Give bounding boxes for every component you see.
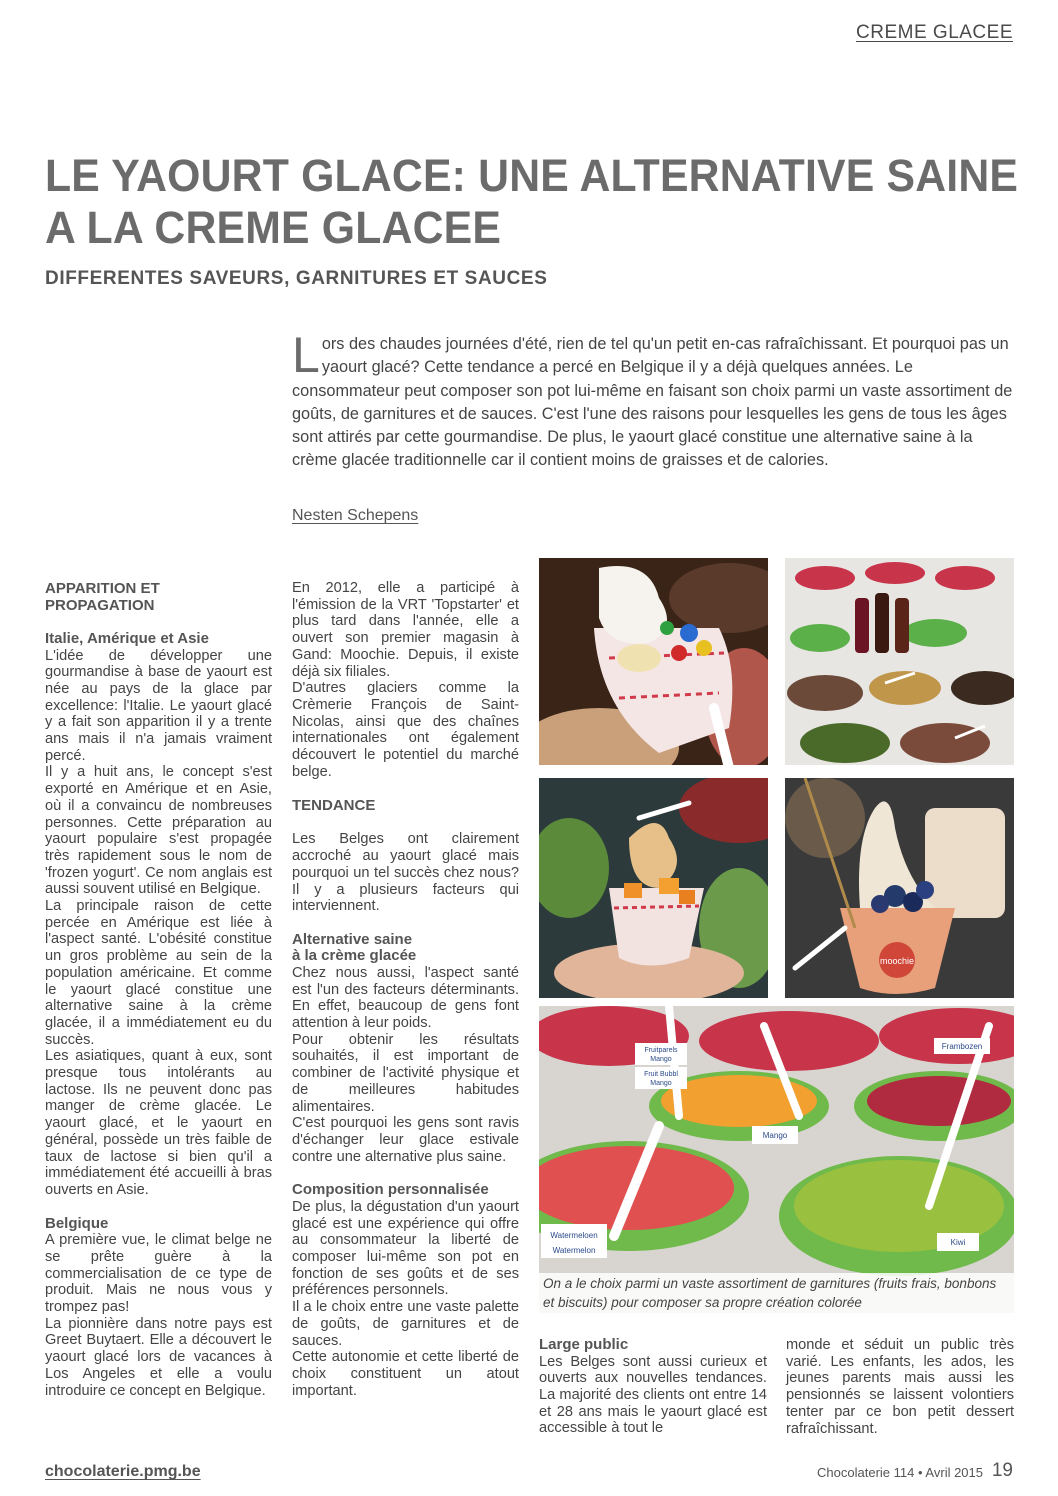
text-column-3 — [539, 1337, 767, 1437]
photo-toppings-bar-image — [785, 558, 1014, 765]
intro-text: ors des chaudes journées d'été, rien de tel qu'un petit en-cas rafraîchissant. Et pourquoi pas un yaourt glacé? Cette tendance a percé en Belgique il y a déjà quelques années. Le consommateur peut composer son pot lui-même en faisant son choix parmi un vaste assortiment de goûts, de garnitures et de sauces. C'est l'une des raisons pour lesquelles les gens de tous les âges sont attirés par cette gourmandise. De plus, le yaourt glacé constitue une alternative saine à la crème glacée traditionnelle car il contient moins de graisses et de calories. — [292, 335, 1013, 470]
moochie-logo-text: moochie — [879, 956, 915, 966]
label-watermelon: Watermelon — [552, 1246, 596, 1255]
photo-toppings-bar — [785, 558, 1014, 765]
intro-dropcap: L — [292, 327, 320, 383]
photo-fruit-bowls — [539, 1006, 1014, 1313]
label-kiwi: Kiwi — [950, 1238, 966, 1247]
page-number: 19 — [991, 1460, 1013, 1481]
paragraph: Les Belges ont clairement accroché au yaourt glacé mais pourquoi un tel succès chez nous? Il y a plusieurs facteurs qui interviennent. — [292, 831, 519, 915]
subheading-line: Alternative saine — [292, 930, 413, 948]
label-fruitbubble: Fruit Bubbl — [644, 1071, 678, 1078]
label-fruitbubble-mango: Mango — [650, 1080, 672, 1087]
photo-caption: On a le choix parmi un vaste assortiment de garnitures (fruits frais, bonbons et biscuits) pour composer sa propre création colorée — [539, 1273, 1014, 1313]
paragraph: La principale raison de cette percée en Amérique est liée à l'aspect santé. L'obésité constitue un gros problème au sein de la population américaine. Et comme le yaourt glacé constitue une alternative saine à la crème glacée, il a immédiatement eu du succès. — [45, 898, 272, 1048]
paragraph: monde et séduit un public très varié. Les enfants, les ados, les jeunes parents mais aussi les pensionnés se laissent volontiers tenter par ce bon petit dessert rafraîchissant. — [786, 1337, 1014, 1437]
article-title-line-1: LE YAOURT GLACE: UNE ALTERNATIVE SAINE — [45, 150, 1019, 201]
photo-yogurt-blueberries — [785, 778, 1014, 998]
article-subtitle: DIFFERENTES SAVEURS, GARNITURES ET SAUCES — [45, 268, 548, 289]
paragraph: En 2012, elle a participé à l'émission de la VRT 'Topstarter' et plus tard dans l'année, elle a ouvert son premier magasin à Gand: Moochie. Depuis, il existe déjà six filiales. — [292, 580, 519, 680]
subheading-belgique: Belgique — [45, 1214, 109, 1232]
paragraph: C'est pourquoi les gens sont ravis d'échanger leur glace estivale contre une alternative plus saine. — [292, 1115, 519, 1165]
label-watermeloen: Watermeloen — [550, 1231, 598, 1240]
photo-yogurt-mango — [539, 778, 768, 998]
section-label: CREME GLACEE — [856, 22, 1013, 43]
text-column-2 — [292, 580, 519, 1399]
label-frambozen: Frambozen — [941, 1042, 983, 1051]
label-fruitparels-mango: Mango — [650, 1056, 672, 1063]
subheading-large-public: Large public — [539, 1336, 629, 1353]
author-byline: Nesten Schepens — [292, 507, 419, 524]
text-column-1 — [45, 580, 272, 1399]
footer-issue: Chocolaterie 114 • Avril 2015 — [817, 1465, 983, 1480]
paragraph: Chez nous aussi, l'aspect santé est l'un des facteurs déterminants. En effet, beaucoup de gens font attention à leur poids. — [292, 964, 519, 1032]
paragraph: A première vue, le climat belge ne se prête guère à la commercialisation de ce type de produit. Mais ne nous vous y trompez pas! — [45, 1232, 272, 1316]
text-column-4 — [786, 1337, 1014, 1437]
article-title — [45, 150, 1019, 254]
subheading-alternative — [292, 932, 519, 965]
paragraph: Pour obtenir les résultats souhaités, il est important de combiner de l'activité physique et de meilleures habitudes alimentaires. — [292, 1031, 519, 1115]
article-intro — [292, 327, 1020, 473]
photo-fruit-bowls-image — [539, 1006, 1014, 1313]
label-mango: Mango — [762, 1131, 788, 1140]
label-fruitparels: Fruitparels — [644, 1047, 678, 1054]
subheading-line: à la crème glacée — [292, 947, 417, 965]
footer-website-link[interactable]: chocolaterie.pmg.be — [45, 1463, 201, 1480]
heading-apparition: APPARITION ET PROPAGATION — [45, 580, 160, 614]
article-title-line-2: A LA CREME GLACEE — [45, 202, 502, 253]
paragraph: L'idée de développer une gourmandise à base de yaourt est née au pays de la glace par excellence: l'Italie. Le yaourt glacé y a fait son apparition il y a trente ans mais il n'a jamais vraiment percé. — [45, 647, 272, 764]
paragraph: De plus, la dégustation d'un yaourt glacé est une expérience qui offre au consommateur la liberté de composer lui-même son pot en fonction de ses goûts et de ses préférences personnels. — [292, 1198, 519, 1299]
heading-tendance: TENDANCE — [292, 797, 376, 815]
paragraph: D'autres glaciers comme la Crèmerie François de Saint-Nicolas, ainsi que des chaînes internationales ont également découvert le potentiel du marché belge. — [292, 680, 519, 780]
paragraph: Cette autonomie et cette liberté de choix constituent un atout important. — [292, 1349, 519, 1399]
paragraph: Il y a huit ans, le concept s'est exporté en Amérique et en Asie, où il a convaincu de nombreuses personnes. Cette préparation au yaourt populaire s'est propagée très rapidement sous le nom de 'frozen yogurt'. Ce nom anglais est aussi souvent utilisé en Belgique. — [45, 764, 272, 898]
paragraph: Les Belges sont aussi curieux et ouverts aux nouvelles tendances. La majorité des clients ont entre 14 et 28 ans mais le yaourt glacé est accessible à tout le — [539, 1353, 767, 1437]
photo-yogurt-candies-image — [539, 558, 768, 765]
subheading-italie: Italie, Amérique et Asie — [45, 630, 209, 647]
subheading-composition: Composition personnalisée — [292, 1181, 489, 1199]
paragraph: Il a le choix entre une vaste palette de goûts, de garnitures et de sauces. — [292, 1299, 519, 1349]
photo-yogurt-blueberries-image — [785, 778, 1014, 998]
paragraph: La pionnière dans notre pays est Greet Buytaert. Elle a découvert le yaourt glacé lors de vacances à Los Angeles et elle a voulu introduire ce concept en Belgique. — [45, 1315, 272, 1399]
paragraph: Les asiatiques, quant à eux, sont presque tous intolérants au lactose. Ils ne peuvent donc pas manger de crème glacée. Le yaourt glacé, et le yaourt en général, possède un très faible de taux de lactose si bien qu'il a immédiatement été accueilli à bras ouverts en Asie. — [45, 1048, 272, 1198]
photo-yogurt-candies — [539, 558, 768, 765]
photo-yogurt-mango-image — [539, 778, 768, 998]
